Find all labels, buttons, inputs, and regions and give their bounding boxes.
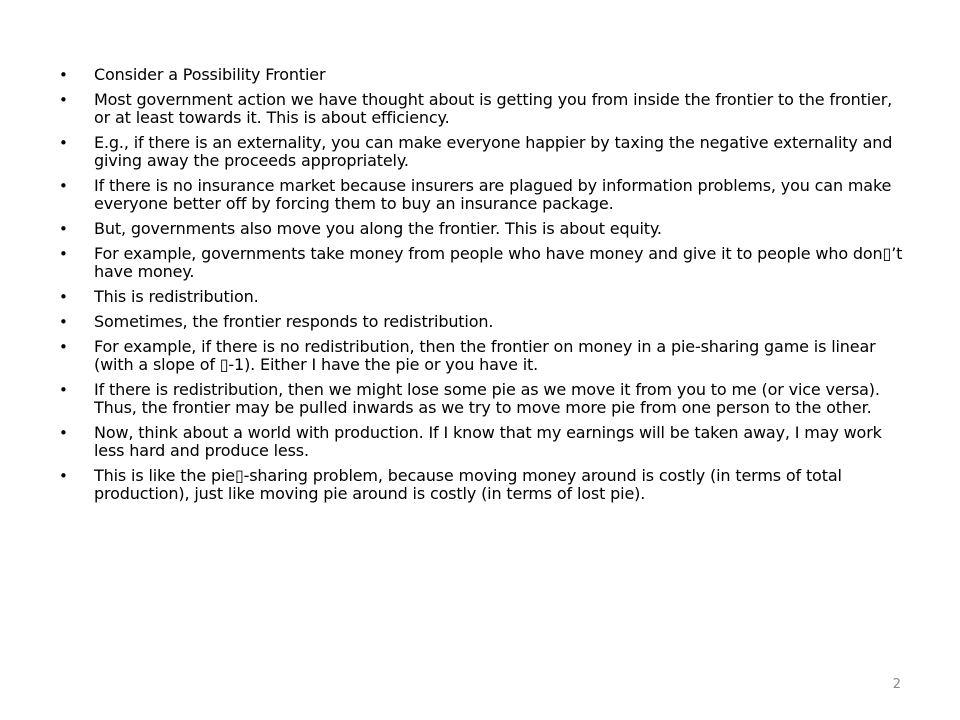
bullet-item [59,381,909,417]
bullet-text: If there is redistribution, then we might lose some pie as we move it from you to me (or vice versa). Thus, the frontier may be pulled inwards as we try to move more pie from one person to the other. [94,380,880,417]
bullet-icon: • [59,467,68,485]
bullet-item [59,220,909,238]
bullet-icon: • [59,66,68,84]
bullet-item [59,313,909,331]
bullet-icon: • [59,220,68,238]
bullet-icon: • [59,288,68,306]
bullet-icon: • [59,424,68,442]
bullet-text: Consider a Possibility Frontier [94,65,326,84]
bullet-text: But, governments also move you along the frontier. This is about equity. [94,219,662,238]
bullet-text: For example, governments take money from people who have money and give it to people who don▯’t have money. [94,244,903,281]
bullet-item [59,338,909,374]
bullet-text: Sometimes, the frontier responds to redistribution. [94,312,494,331]
bullet-text: Most government action we have thought about is getting you from inside the frontier to the frontier, or at least towards it. This is about efficiency. [94,90,893,127]
bullet-item [59,177,909,213]
bullet-icon: • [59,338,68,356]
bullet-text: This is redistribution. [94,287,259,306]
bullet-item [59,91,909,127]
bullet-text: If there is no insurance market because insurers are plagued by information problems, you can make everyone better off by forcing them to buy an insurance package. [94,176,892,213]
bullet-text: Now, think about a world with production. If I know that my earnings will be taken away, I may work less hard and produce less. [94,423,882,460]
bullet-icon: • [59,177,68,195]
bullet-icon: • [59,134,68,152]
bullet-text: For example, if there is no redistribution, then the frontier on money in a pie-sharing game is linear (with a slope of ▯-1). Either I have the pie or you have it. [94,337,876,374]
bullet-icon: • [59,91,68,109]
bullet-list [59,66,909,510]
bullet-icon: • [59,245,68,263]
page-number: 2 [892,677,901,692]
bullet-item [59,66,909,84]
bullet-icon: • [59,381,68,399]
bullet-item [59,288,909,306]
bullet-item [59,245,909,281]
bullet-item [59,134,909,170]
bullet-item [59,424,909,460]
bullet-text: This is like the pie▯-sharing problem, because moving money around is costly (in terms of total production), just like moving pie around is costly (in terms of lost pie). [94,466,842,503]
bullet-text: E.g., if there is an externality, you can make everyone happier by taxing the negative externality and giving away the proceeds appropriately. [94,133,893,170]
bullet-icon: • [59,313,68,331]
bullet-item [59,467,909,503]
